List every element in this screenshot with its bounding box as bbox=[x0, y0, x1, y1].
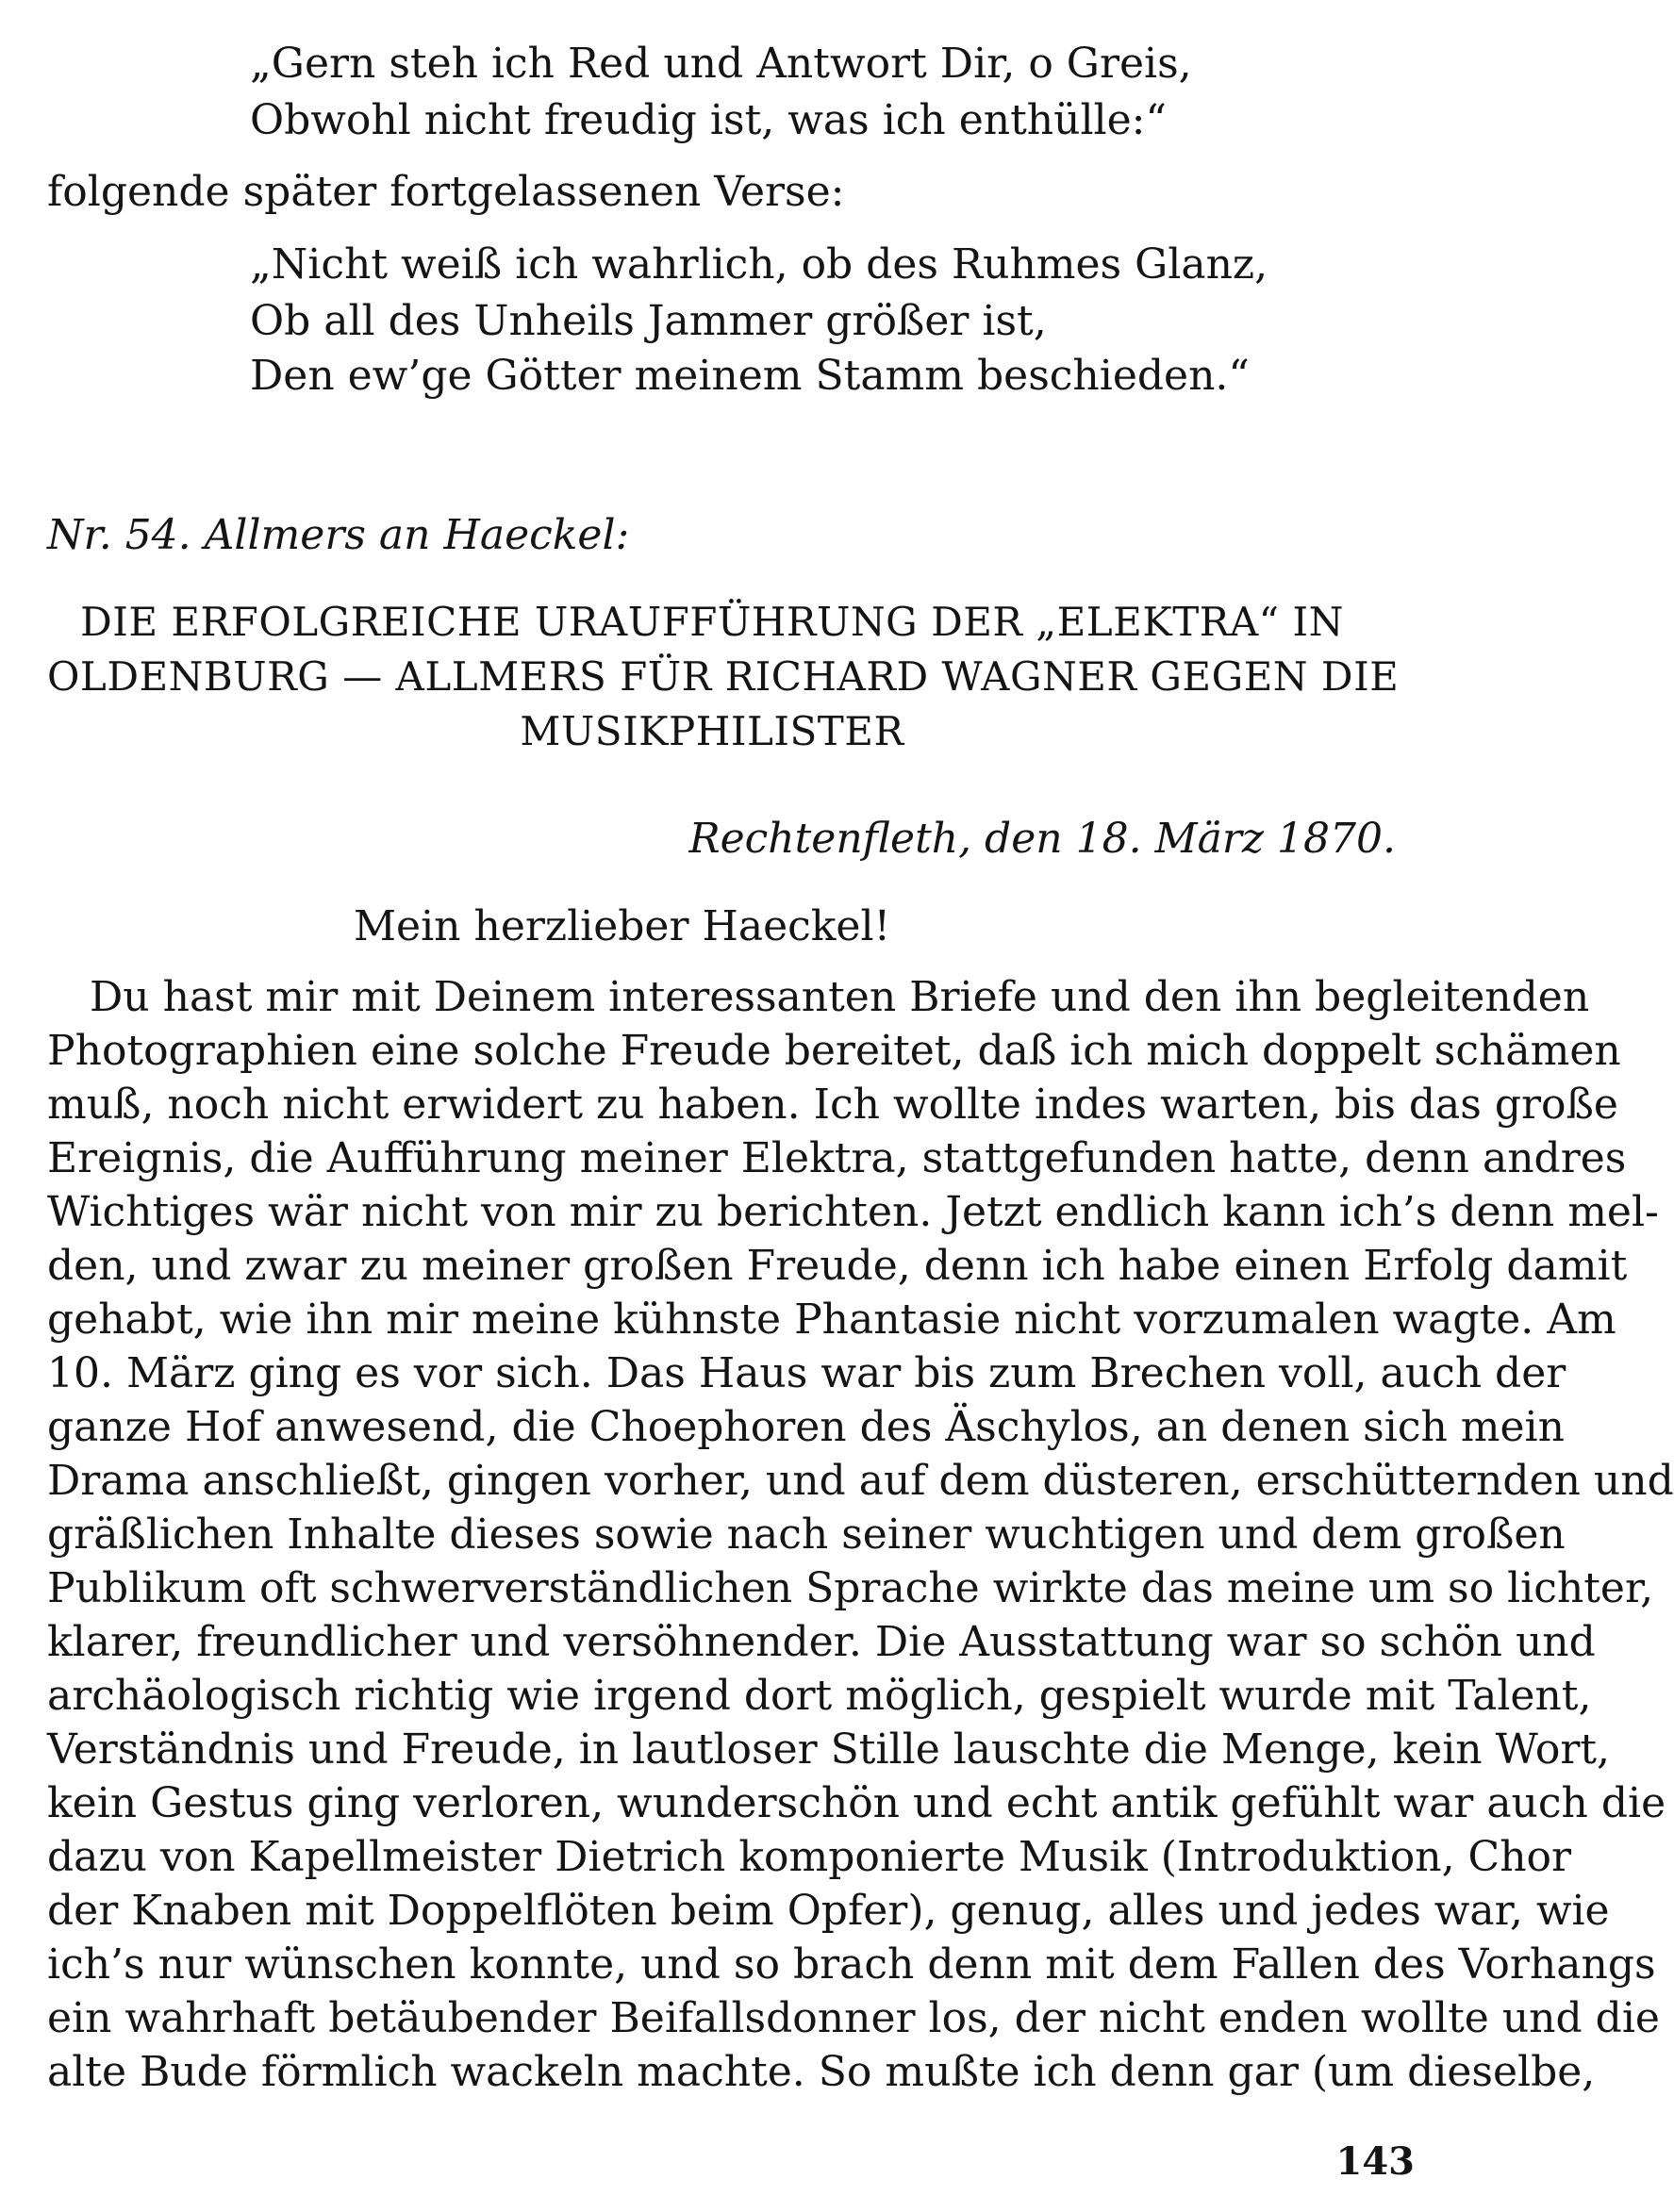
body-line: Photographien eine solche Freude bereitet, daß ich mich doppelt schämen bbox=[47, 1027, 1621, 1075]
body-line: archäologisch richtig wie irgend dort möglich, gespielt wurde mit Talent, bbox=[47, 1672, 1592, 1720]
verse-top-line-2: Obwohl nicht freudig ist, was ich enthülle:“ bbox=[250, 96, 1167, 144]
body-line: gehabt, wie ihn mir meine kühnste Phantasie nicht vorzumalen wagte. Am bbox=[47, 1296, 1616, 1344]
transition-text: folgende später fortgelassenen Verse: bbox=[47, 168, 845, 216]
body-line: der Knaben mit Doppelflöten beim Opfer), genug, alles und jedes war, wie bbox=[47, 1887, 1610, 1935]
heading-line-3: MUSIKPHILISTER bbox=[520, 708, 904, 754]
body-line: Ereignis, die Aufführung meiner Elektra, stattgefunden hatte, denn andres bbox=[47, 1134, 1627, 1182]
body-line: ganze Hof anwesend, die Choephoren des Äschylos, an denen sich mein bbox=[47, 1403, 1565, 1451]
salutation: Mein herzlieber Haeckel! bbox=[354, 902, 891, 950]
page-number: 143 bbox=[1335, 2139, 1415, 2184]
body-line: ein wahrhaft betäubender Beifallsdonner los, der nicht enden wollte und die bbox=[47, 1994, 1660, 2042]
body-line: gräßlichen Inhalte dieses sowie nach seiner wuchtigen und dem großen bbox=[47, 1510, 1566, 1559]
body-line: den, und zwar zu meiner großen Freude, denn ich habe einen Erfolg damit bbox=[47, 1242, 1628, 1290]
letter-number: Nr. 54. Allmers an Haeckel: bbox=[47, 511, 630, 559]
verse-mid-line-3: Den ew’ge Götter meinem Stamm beschieden.“ bbox=[250, 352, 1250, 400]
body-line: Drama anschließt, gingen vorher, und auf dem düsteren, erschütternden und bbox=[47, 1457, 1674, 1505]
body-line: Wichtiges wär nicht von mir zu berichten. Jetzt endlich kann ich’s denn mel- bbox=[47, 1188, 1659, 1236]
verse-top-line-1: „Gern steh ich Red und Antwort Dir, o Greis, bbox=[250, 40, 1192, 88]
body-line: dazu von Kapellmeister Dietrich komponierte Musik (Introduktion, Chor bbox=[47, 1833, 1572, 1881]
body-line: Publikum oft schwerverständlichen Sprache wirkte das meine um so lichter, bbox=[47, 1564, 1654, 1612]
verse-mid-line-2: Ob all des Unheils Jammer größer ist, bbox=[250, 297, 1047, 345]
body-line: 10. März ging es vor sich. Das Haus war bis zum Brechen voll, auch der bbox=[47, 1349, 1566, 1397]
body-line: Du hast mir mit Deinem interessanten Briefe und den ihn begleitenden bbox=[90, 973, 1590, 1021]
body-line: kein Gestus ging verloren, wunderschön und echt antik gefühlt war auch die bbox=[47, 1779, 1666, 1827]
verse-mid-line-1: „Nicht weiß ich wahrlich, ob des Ruhmes Glanz, bbox=[250, 240, 1268, 289]
body-line: ich’s nur wünschen konnte, und so brach denn mit dem Fallen des Vorhangs bbox=[47, 1940, 1656, 1989]
heading-line-1: DIE ERFOLGREICHE URAUFFÜHRUNG DER „ELEKTRA“ IN bbox=[80, 599, 1344, 645]
body-line: klarer, freundlicher und versöhnender. Die Ausstattung war so schön und bbox=[47, 1618, 1596, 1666]
body-line: alte Bude förmlich wackeln machte. So mußte ich denn gar (um dieselbe, bbox=[47, 2048, 1596, 2096]
body-line: muß, noch nicht erwidert zu haben. Ich wollte indes warten, bis das große bbox=[47, 1081, 1618, 1129]
dateline: Rechtenfleth, den 18. März 1870. bbox=[688, 815, 1396, 863]
heading-line-2: OLDENBURG — ALLMERS FÜR RICHARD WAGNER GEGEN DIE bbox=[47, 653, 1400, 700]
body-line: Verständnis und Freude, in lautloser Stille lauschte die Menge, kein Wort, bbox=[47, 1725, 1611, 1774]
